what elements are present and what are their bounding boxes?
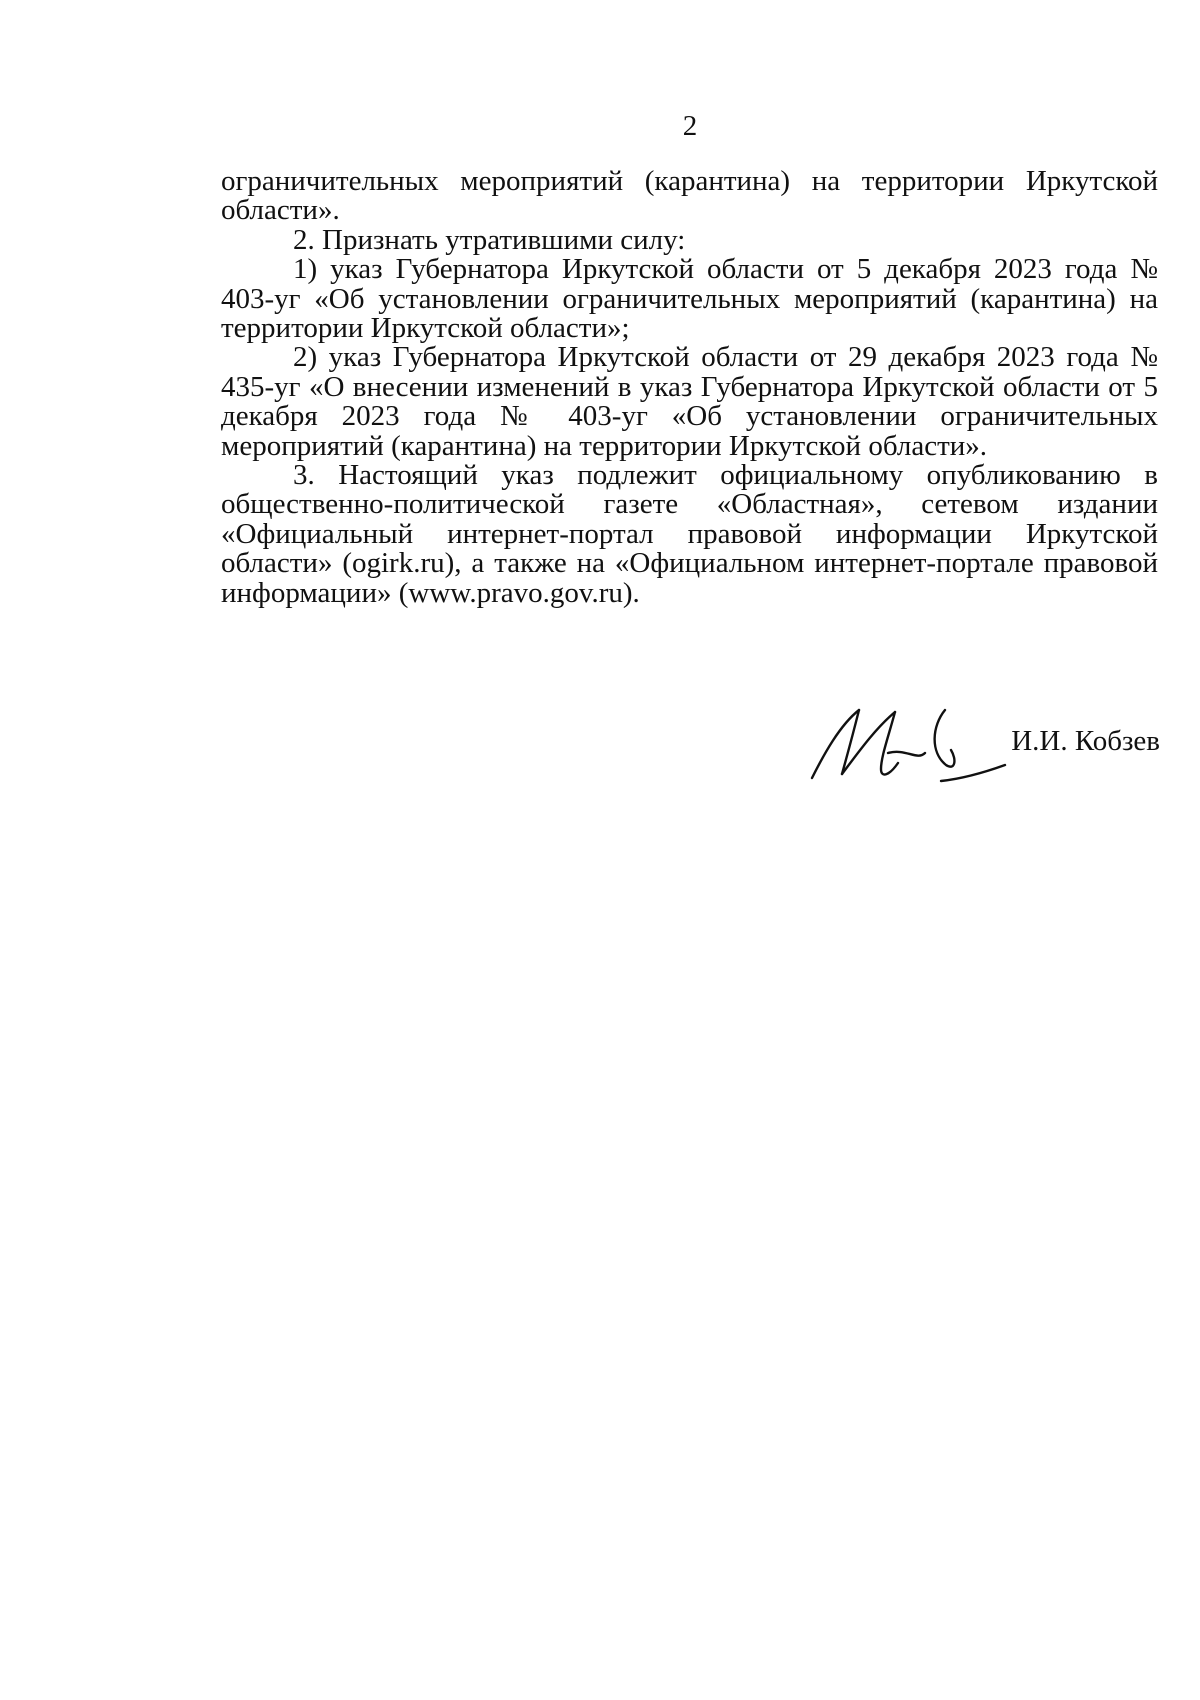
paragraph-item-2: 2. Признать утратившими силу:	[293, 223, 686, 256]
paragraph-continuation: ограничительных мероприятий (карантина) на территории Иркутской области».	[221, 165, 1158, 227]
document-body	[221, 167, 1158, 608]
page-number: 2	[682, 110, 698, 142]
signer-name: И.И. Кобзев	[1011, 725, 1160, 757]
paragraph-subitem-1: 1) указ Губернатора Иркутской области от 5 декабря 2023 года № 403-уг «Об установлении ограничительных мероприятий (карантина) на территории Иркутской области»;	[221, 253, 1158, 345]
handwritten-signature	[800, 690, 1010, 800]
signature-block	[800, 690, 1160, 810]
paragraph-item-3: 3. Настоящий указ подлежит официальному опубликованию в общественно-политической газете «Областная», сетевом издании «Официальный интернет-портал правовой информации Иркутской области» (ogirk.ru), а также на «Официальном интернет-портале правовой информации» (www.pravo.gov.ru).	[221, 459, 1158, 609]
paragraph-subitem-2: 2) указ Губернатора Иркутской области от 29 декабря 2023 года № 435-уг «О внесении изменений в указ Губернатора Иркутской области от 5 декабря 2023 года № 403-уг «Об установлении ограничительных мероприятий (карантина) на территории Иркутской области».	[221, 341, 1158, 462]
